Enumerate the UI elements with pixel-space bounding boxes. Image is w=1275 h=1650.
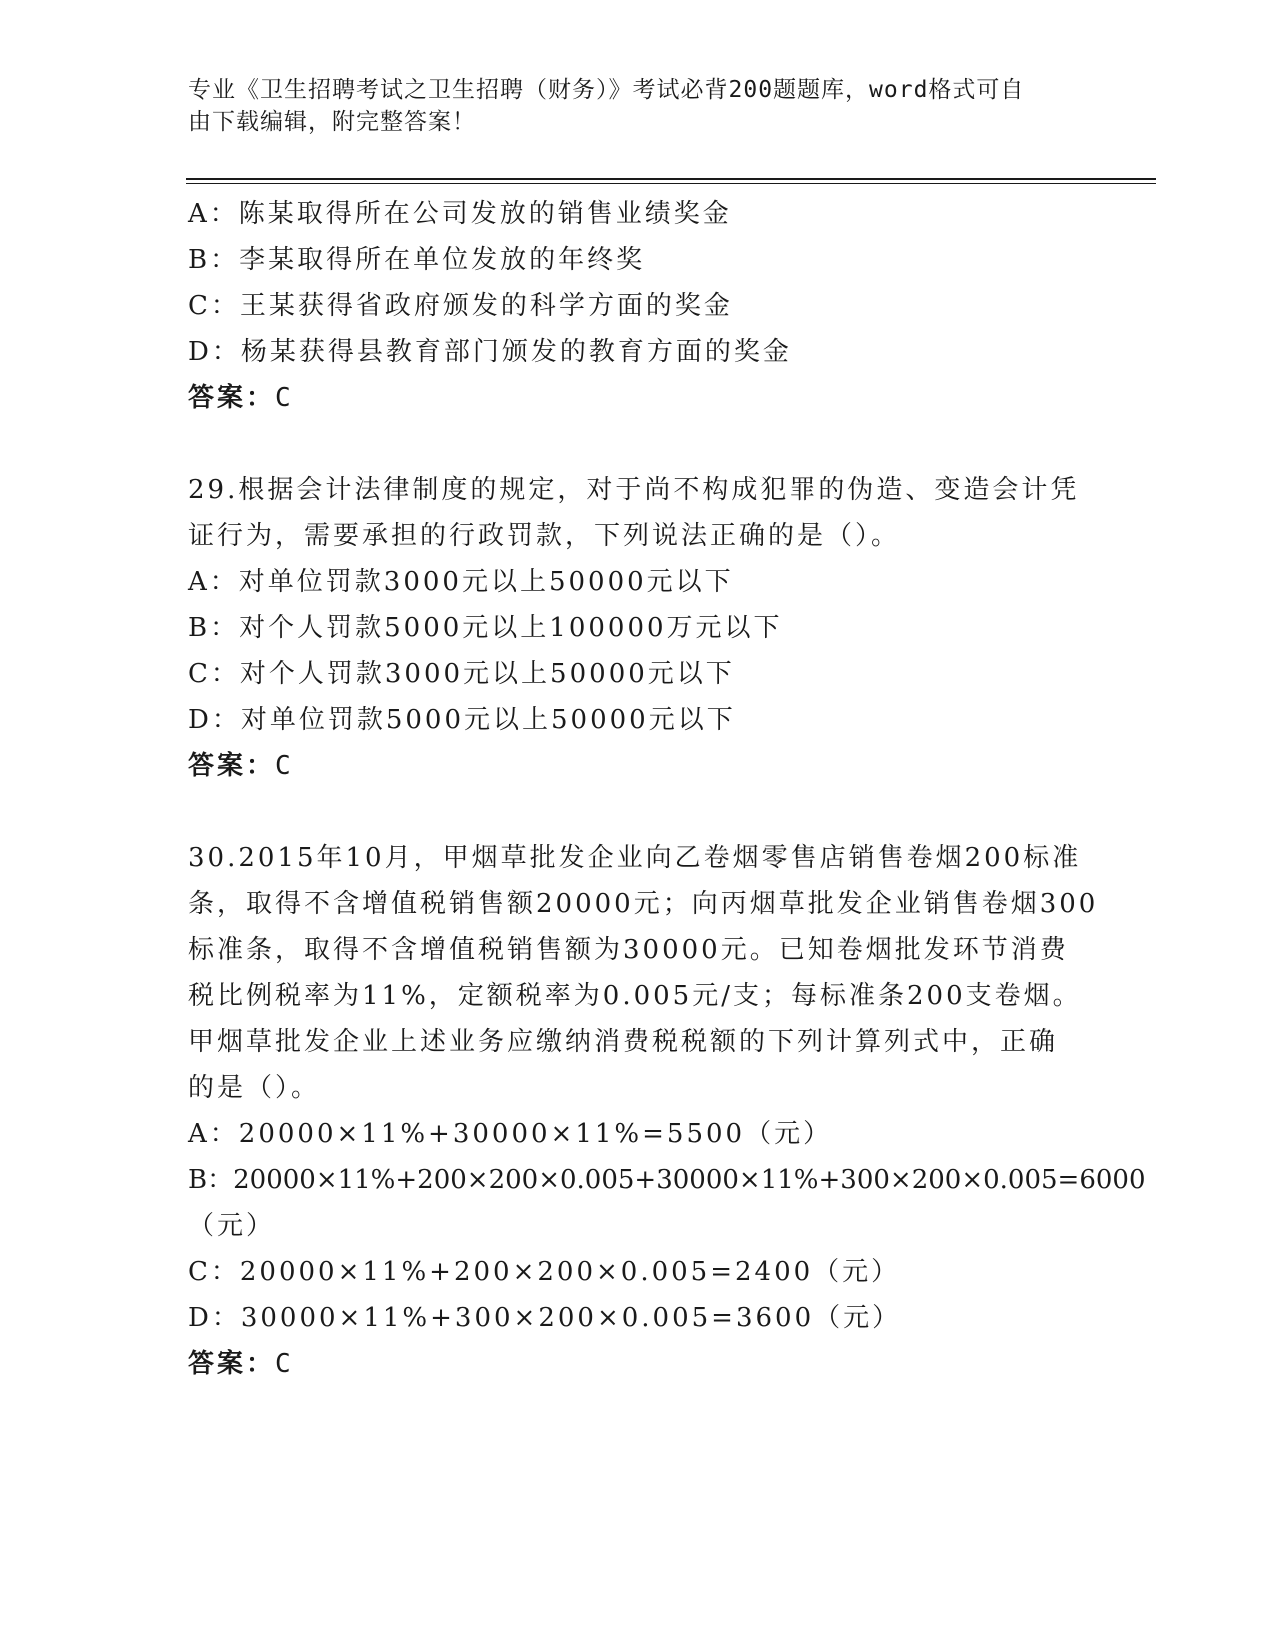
option-c: C：王某获得省政府颁发的科学方面的奖金 <box>188 291 733 321</box>
question-stem-line: 29.根据会计法律制度的规定，对于尚不构成犯罪的伪造、变造会计凭 <box>188 475 1080 505</box>
question-stem-line: 证行为，需要承担的行政罚款，下列说法正确的是（）。 <box>188 521 901 551</box>
option-d: D：杨某获得县教育部门颁发的教育方面的奖金 <box>188 337 792 367</box>
option-d: D：30000×11%+300×200×0.005=3600（元） <box>188 1303 902 1333</box>
question-stem-line: 税比例税率为11%，定额税率为0.005元/支；每标准条200支卷烟。 <box>188 981 1082 1011</box>
option-a: A：对单位罚款3000元以上50000元以下 <box>188 567 734 597</box>
option-c: C：对个人罚款3000元以上50000元以下 <box>188 659 735 689</box>
question-stem-line: 30.2015年10月，甲烟草批发企业向乙卷烟零售店销售卷烟200标准 <box>188 843 1082 873</box>
option-b: B：20000×11%+200×200×0.005+30000×11%+300×200×0.005=6000 <box>188 1165 1146 1195</box>
answer-line <box>188 743 1088 789</box>
question-stem-line: 甲烟草批发企业上述业务应缴纳消费税税额的下列计算列式中，正确 <box>188 1027 1059 1057</box>
option-d: D：对单位罚款5000元以上50000元以下 <box>188 705 736 735</box>
question-stem-line: 条，取得不含增值税销售额20000元；向丙烟草批发企业销售卷烟300 <box>188 889 1099 919</box>
option-b: B：李某取得所在单位发放的年终奖 <box>188 245 646 275</box>
answer-value: C <box>275 1349 294 1379</box>
header-divider-thick <box>186 178 1156 180</box>
spacer <box>188 789 1088 835</box>
answer-label: 答案： <box>188 383 276 413</box>
question-stem-line: 标准条，取得不含增值税销售额为30000元。已知卷烟批发环节消费 <box>188 935 1069 965</box>
answer-value: C <box>275 751 294 781</box>
question-30 <box>188 835 1146 1387</box>
option-a: A：20000×11%+30000×11%=5500（元） <box>188 1119 833 1149</box>
option-b-continued: （元） <box>188 1211 276 1241</box>
header-title-line-2: 由下载编辑，附完整答案！ <box>188 109 476 135</box>
header-title-line-1: 专业《卫生招聘考试之卫生招聘（财务）》考试必背200题题库，word格式可自 <box>188 77 1025 103</box>
answer-label: 答案： <box>188 1349 276 1379</box>
answer-line <box>188 1341 1088 1387</box>
option-c: C：20000×11%+200×200×0.005=2400（元） <box>188 1257 901 1287</box>
question-28 <box>188 191 1088 421</box>
spacer <box>188 421 1088 467</box>
header-divider-thin <box>186 183 1156 184</box>
answer-line <box>188 375 1088 421</box>
question-29 <box>188 467 1088 789</box>
option-a: A：陈某取得所在公司发放的销售业绩奖金 <box>188 199 732 229</box>
answer-label: 答案： <box>188 751 276 781</box>
question-stem-line: 的是（）。 <box>188 1073 321 1103</box>
answer-value: C <box>275 383 294 413</box>
option-b: B：对个人罚款5000元以上100000万元以下 <box>188 613 783 643</box>
document-header <box>188 74 1068 138</box>
question-list <box>188 191 1146 1387</box>
